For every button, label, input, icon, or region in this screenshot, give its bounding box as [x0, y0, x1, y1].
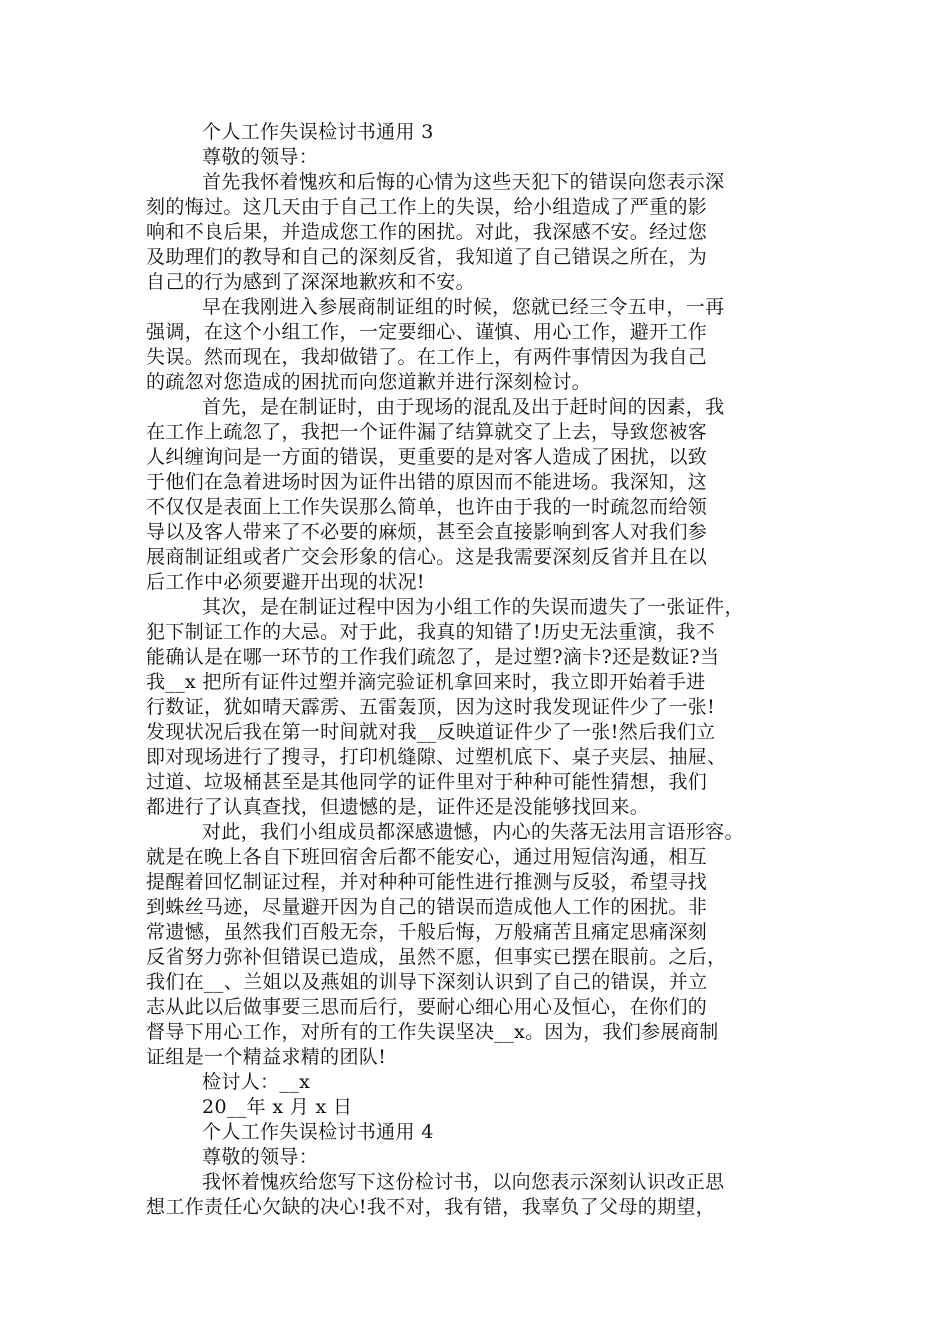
text-line: 于他们在急着进场时因为证件出错的原因而不能进场。我深知，这	[146, 471, 708, 493]
document-page	[146, 120, 810, 1220]
text-line: 首先我怀着愧疚和后悔的心情为这些天犯下的错误向您表示深	[202, 171, 725, 193]
text-line: 我__x 把所有证件过塑并滴完验证机拿回来时，我立即开始着手进	[146, 671, 706, 693]
text-line: 检讨人：__x	[202, 1071, 311, 1093]
text-line: 导以及客人带来了不必要的麻烦，甚至会直接影响到客人对我们参	[146, 521, 708, 543]
text-line: 常遗憾，虽然我们百般无奈，千般后悔，万般痛苦且痛定思痛深刻	[146, 921, 708, 943]
text-line: 到蛛丝马迹，尽量避开因为自己的错误而造成他人工作的困扰。非	[146, 896, 708, 918]
text-line: 即对现场进行了搜寻，打印机缝隙、过塑机底下、桌子夹层、抽屉、	[146, 746, 727, 768]
text-line: 过道、垃圾桶甚至是其他同学的证件里对于种种可能性猜想，我们	[146, 771, 708, 793]
text-line: 提醒着回忆制证过程，并对种种可能性进行推测与反驳，希望寻找	[146, 871, 708, 893]
text-line: 响和不良后果，并造成您工作的困扰。对此，我深感不安。经过您	[146, 221, 708, 243]
text-line: 早在我刚进入参展商制证组的时候，您就已经三令五申，一再	[202, 296, 725, 318]
text-line: 20__年 x 月 x 日	[202, 1096, 353, 1118]
text-line: 的疏忽对您造成的困扰而向您道歉并进行深刻检讨。	[146, 371, 592, 393]
text-line: 后工作中必须要避开出现的状况!	[146, 571, 425, 593]
text-line: 个人工作失误检讨书通用 4	[202, 1121, 434, 1143]
text-line: 我们在__、兰姐以及燕姐的训导下深刻认识到了自己的错误，并立	[146, 971, 708, 993]
text-line: 督导下用心工作，对所有的工作失误坚决__x。因为，我们参展商制	[146, 1021, 719, 1043]
text-line: 其次，是在制证过程中因为小组工作的失误而遗失了一张证件，	[202, 596, 744, 618]
text-line: 首先，是在制证时，由于现场的混乱及出于赶时间的因素，我	[202, 396, 725, 418]
text-line: 个人工作失误检讨书通用 3	[202, 121, 434, 143]
text-line: 对此，我们小组成员都深感遗憾，内心的失落无法用言语形容。	[202, 821, 744, 843]
text-line: 我怀着愧疚给您写下这份检讨书，以向您表示深刻认识改正思	[202, 1171, 725, 1193]
text-line: 都进行了认真查找，但遗憾的是，证件还是没能够找回来。	[146, 796, 650, 818]
text-line: 证组是一个精益求精的团队!	[146, 1046, 387, 1068]
text-line: 行数证，犹如晴天霹雳、五雷轰顶，因为这时我发现证件少了一张!	[146, 696, 716, 718]
text-line: 不仅仅是表面上工作失误那么简单，也许由于我的一时疏忽而给领	[146, 496, 708, 518]
text-line: 发现状况后我在第一时间就对我__反映道证件少了一张!然后我们立	[146, 721, 716, 743]
text-line: 在工作上疏忽了，我把一个证件漏了结算就交了上去，导致您被客	[146, 421, 708, 443]
text-line: 展商制证组或者广交会形象的信心。这是我需要深刻反省并且在以	[146, 546, 708, 568]
text-line: 尊敬的领导：	[202, 146, 319, 168]
text-line: 犯下制证工作的大忌。对于此，我真的知错了!历史无法重演，我不	[146, 621, 716, 643]
text-line: 失误。然而现在，我却做错了。在工作上，有两件事情因为我自己	[146, 346, 708, 368]
text-line: 志从此以后做事要三思而后行，要耐心细心用心及恒心，在你们的	[146, 996, 708, 1018]
text-line: 刻的悔过。这几天由于自己工作上的失误，给小组造成了严重的影	[146, 196, 708, 218]
text-line: 反省努力弥补但错误已造成，虽然不愿，但事实已摆在眼前。之后，	[146, 946, 727, 968]
text-line: 尊敬的领导：	[202, 1146, 319, 1168]
text-line: 自己的行为感到了深深地歉疚和不安。	[146, 271, 475, 293]
text-line: 人纠缠询问是一方面的错误，更重要的是对客人造成了困扰，以致	[146, 446, 708, 468]
text-line: 强调，在这个小组工作，一定要细心、谨慎、用心工作，避开工作	[146, 321, 708, 343]
text-line: 能确认是在哪一环节的工作我们疏忽了，是过塑?滴卡?还是数证?当	[146, 646, 720, 668]
text-line: 就是在晚上各自下班回宿舍后都不能安心，通过用短信沟通，相互	[146, 846, 708, 868]
text-line: 想工作责任心欠缺的决心!我不对，我有错，我辜负了父母的期望，	[146, 1196, 716, 1218]
text-line: 及助理们的教导和自己的深刻反省，我知道了自己错误之所在，为	[146, 246, 708, 268]
